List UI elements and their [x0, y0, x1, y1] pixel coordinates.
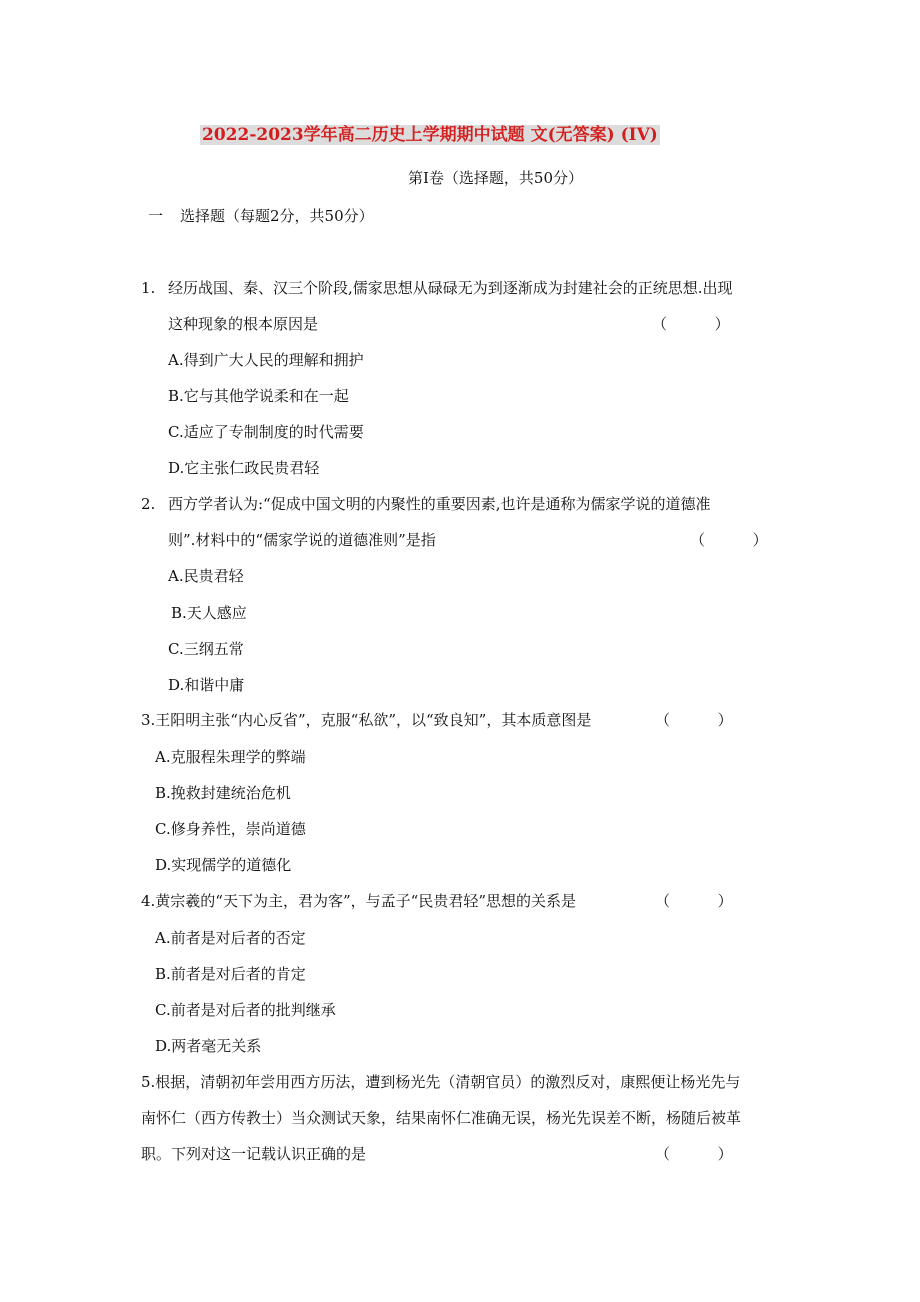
part-index: 一 [148, 207, 164, 225]
q3-option-a: A.克服程朱理学的弊端 [155, 748, 306, 766]
q5-stem-line3: 职。下列对这一记载认识正确的是 [141, 1145, 367, 1163]
q1-option-a: A.得到广大人民的理解和拥护 [168, 351, 364, 369]
q3-option-c: C.修身养性，崇尚道德 [155, 820, 306, 838]
q5-stem-line2: 南怀仁（西方传教士）当众测试天象，结果南怀仁准确无误，杨光先误差不断，杨随后被革 [141, 1109, 742, 1127]
q2-option-c: C.三纲五常 [168, 640, 244, 658]
q4-option-d: D.两者毫无关系 [155, 1037, 262, 1055]
q2-number: 2. [141, 495, 156, 513]
q2-answer-parens: （ ） [690, 531, 768, 549]
q5-answer-parens: （ ） [655, 1145, 733, 1163]
q2-option-d: D.和谐中庸 [168, 676, 245, 694]
part-label: 选择题（每题2分，共50分） [180, 207, 374, 225]
q4-option-a: A.前者是对后者的否定 [155, 929, 306, 947]
q2-stem-line1: 西方学者认为:“促成中国文明的内聚性的重要因素,也许是通称为儒家学说的道德准 [168, 495, 711, 513]
q1-option-c: C.适应了专制制度的时代需要 [168, 423, 364, 441]
q4-stem-line1: 4.黄宗羲的“天下为主，君为客”，与孟子“民贵君轻”思想的关系是 [141, 892, 576, 910]
document-title: 2022-2023学年高二历史上学期期中试题 文(无答案) (IV) [202, 125, 658, 145]
q2-stem-line2: 则”.材料中的“儒家学说的道德准则”是指 [168, 531, 436, 549]
q1-answer-parens: （ ） [652, 315, 730, 333]
q1-stem-line2: 这种现象的根本原因是 [168, 315, 319, 333]
section-header: 第Ⅰ卷（选择题，共50分） [408, 169, 584, 187]
q1-option-d: D.它主张仁政民贵君轻 [168, 459, 320, 477]
q4-option-c: C.前者是对后者的批判继承 [155, 1001, 336, 1019]
q4-option-b: B.前者是对后者的肯定 [155, 965, 306, 983]
q3-answer-parens: （ ） [655, 711, 733, 729]
q3-stem-line1: 3.王阳明主张“内心反省”，克服“私欲”，以“致良知”，其本质意图是 [141, 711, 592, 729]
q1-stem-line1: 经历战国、秦、汉三个阶段,儒家思想从碌碌无为到逐渐成为封建社会的正统思想.出现 [168, 279, 733, 297]
q5-stem-line1: 5.根据，清朝初年尝用西方历法，遭到杨光先（清朝官员）的激烈反对，康熙便让杨光先与 [141, 1073, 741, 1091]
q3-option-b: B.挽救封建统治危机 [155, 784, 291, 802]
q2-option-b: B.天人感应 [171, 604, 247, 622]
q1-option-b: B.它与其他学说柔和在一起 [168, 387, 349, 405]
q1-number: 1. [141, 279, 156, 297]
q4-answer-parens: （ ） [655, 892, 733, 910]
q2-option-a: A.民贵君轻 [168, 567, 244, 585]
q3-option-d: D.实现儒学的道德化 [155, 856, 292, 874]
